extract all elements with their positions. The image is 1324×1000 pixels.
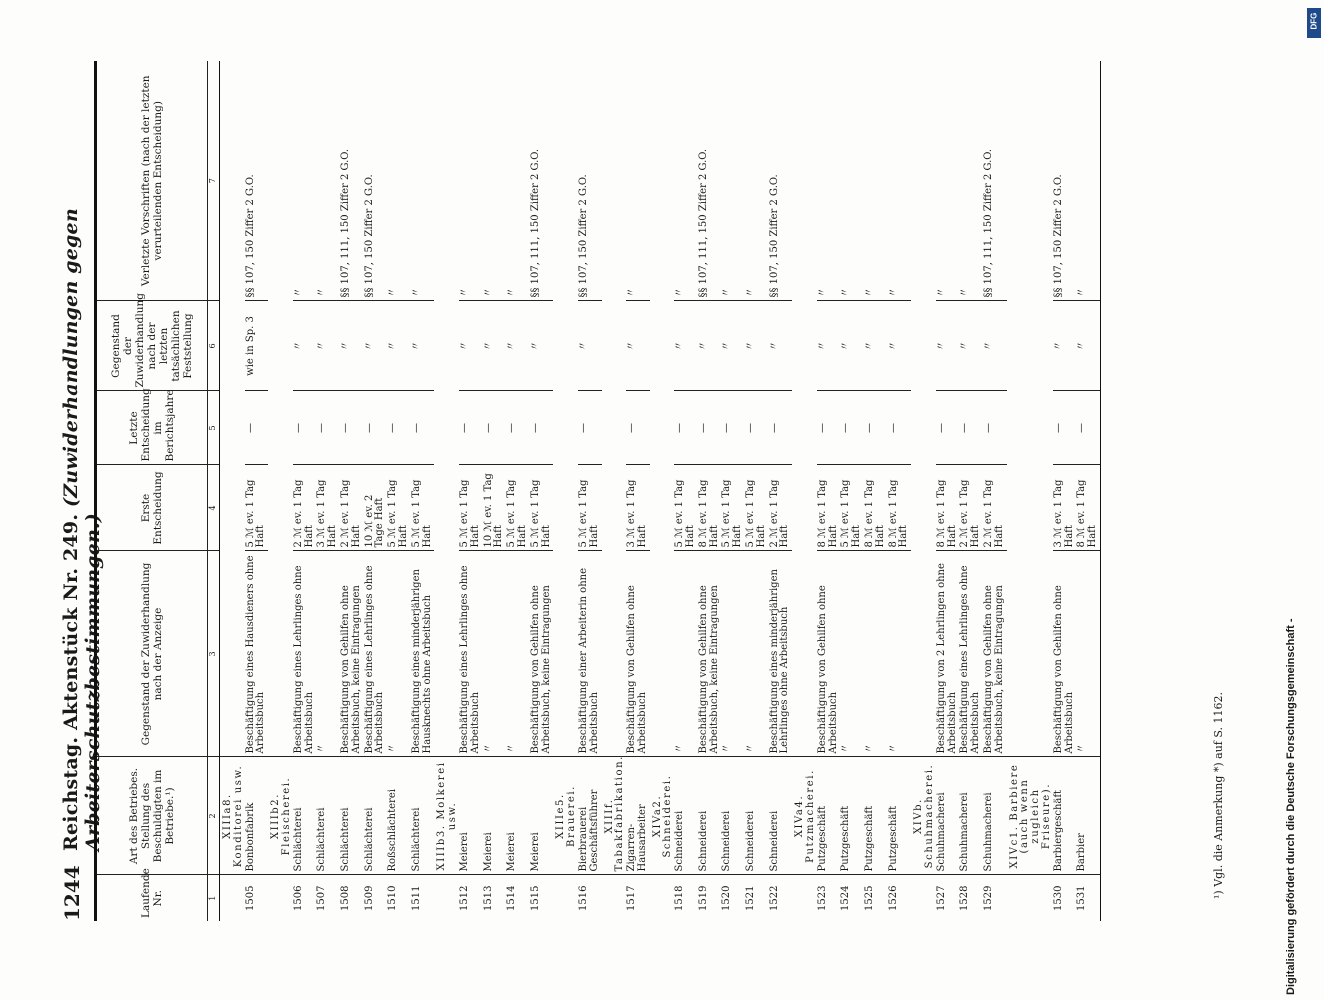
table-row xyxy=(626,61,650,921)
table-row xyxy=(959,61,983,921)
letzte-entscheidung-cell: — xyxy=(1076,391,1100,465)
section-spacer xyxy=(553,875,578,921)
letzte-entscheidung-cell: — xyxy=(626,391,650,465)
feststellung-cell: 〃 xyxy=(1053,301,1077,391)
betrieb-cell: Schuhmacherei xyxy=(983,757,1007,875)
letzte-entscheidung-cell: — xyxy=(293,391,317,465)
letzte-entscheidung-cell: — xyxy=(983,391,1007,465)
row-number: 1526 xyxy=(887,885,899,911)
feststellung-cell: 〃 xyxy=(578,301,602,391)
row-number: 1512 xyxy=(458,885,470,911)
gegenstand-cell: 〃 xyxy=(387,551,411,757)
table-row xyxy=(578,61,602,921)
table-row xyxy=(245,61,269,921)
letzte-entscheidung-cell: — xyxy=(506,391,530,465)
betrieb-cell: Schlächterei xyxy=(364,757,388,875)
betrieb-cell: Putzgeschäft xyxy=(817,757,841,875)
gegenstand-cell: Beschäftigung eines Lehrlinges ohne Arbeitsbuch xyxy=(293,551,317,757)
betrieb-cell: Putzgeschäft xyxy=(840,757,864,875)
feststellung-cell: 〃 xyxy=(888,301,912,391)
vorschriften-cell: §§ 107, 111, 150 Ziffer 2 G.O. xyxy=(340,61,364,301)
gegenstand-cell: Beschäftigung von Gehilfen ohne Arbeitsbuch xyxy=(817,551,841,757)
erste-entscheidung-cell: 2 ℳ ev. 1 Tag Haft xyxy=(983,465,1007,551)
row-number: 1522 xyxy=(768,885,780,911)
erste-entscheidung-cell: 3 ℳ ev. 1 Tag Haft xyxy=(316,465,340,551)
erste-entscheidung-cell: 8 ℳ ev. 1 Tag Haft xyxy=(936,465,960,551)
section-heading: XIIIf. Tabakfabrikation. xyxy=(602,757,627,875)
feststellung-cell: 〃 xyxy=(506,301,530,391)
vorschriften-cell: 〃 xyxy=(745,61,769,301)
gegenstand-cell: Beschäftigung von Gehilfen ohne Arbeitsbuch, keine Eintragungen xyxy=(340,551,364,757)
betrieb-cell: Schneiderei xyxy=(769,757,793,875)
section-spacer xyxy=(602,875,627,921)
vorschriften-cell: 〃 xyxy=(506,61,530,301)
feststellung-cell: 〃 xyxy=(411,301,435,391)
section-spacer xyxy=(1007,875,1053,921)
column-header-2: Art des Betriebes. Stellung des Beschuldigten im Betriebe.¹) xyxy=(97,757,208,875)
betrieb-cell: Meierei xyxy=(530,757,554,875)
table-row xyxy=(387,61,411,921)
letzte-entscheidung-cell: — xyxy=(817,391,841,465)
feststellung-cell: 〃 xyxy=(483,301,507,391)
feststellung-cell: 〃 xyxy=(364,301,388,391)
vorschriften-cell: 〃 xyxy=(459,61,483,301)
betrieb-cell: Schlächterei xyxy=(293,757,317,875)
section-heading-row xyxy=(792,61,817,921)
column-number-1: 1 xyxy=(208,875,220,921)
betrieb-cell: Zigarren-Hausarbeiter xyxy=(626,757,650,875)
table-row xyxy=(411,61,435,921)
section-heading-row xyxy=(911,61,936,921)
table-row xyxy=(483,61,507,921)
letzte-entscheidung-cell: — xyxy=(245,391,269,465)
row-number: 1527 xyxy=(935,885,947,911)
section-spacer xyxy=(434,875,459,921)
letzte-entscheidung-cell: — xyxy=(936,391,960,465)
feststellung-cell: 〃 xyxy=(936,301,960,391)
erste-entscheidung-cell: 2 ℳ ev. 1 Tag Haft xyxy=(959,465,983,551)
row-number: 1508 xyxy=(339,885,351,911)
vorschriften-cell: 〃 xyxy=(840,61,864,301)
gegenstand-cell: 〃 xyxy=(316,551,340,757)
section-heading: XIIIa8. Konditorei usw. xyxy=(220,757,245,875)
column-header-row xyxy=(97,61,208,921)
vorschriften-cell: 〃 xyxy=(293,61,317,301)
section-heading: XIIIe5. Brauerei. xyxy=(553,757,578,875)
table-row xyxy=(1053,61,1077,921)
row-number: 1519 xyxy=(697,885,709,911)
betrieb-cell: Putzgeschäft xyxy=(864,757,888,875)
column-number-2: 2 xyxy=(208,757,220,875)
column-number-7: 7 xyxy=(208,61,220,301)
section-spacer xyxy=(268,61,293,757)
betrieb-cell: Schneiderei xyxy=(674,757,698,875)
row-number: 1511 xyxy=(410,885,422,911)
page-number: 1244 xyxy=(60,865,84,921)
erste-entscheidung-cell: 5 ℳ ev. 1 Tag Haft xyxy=(840,465,864,551)
column-number-4: 4 xyxy=(208,465,220,551)
feststellung-cell: 〃 xyxy=(1076,301,1100,391)
digitization-note-text: Digitalisierung gefördert durch die Deutsche Forschungsgemeinschaft - xyxy=(1285,618,1297,995)
feststellung-cell: wie in Sp. 3 xyxy=(245,301,269,391)
letzte-entscheidung-cell: — xyxy=(840,391,864,465)
section-spacer xyxy=(911,875,936,921)
erste-entscheidung-cell: 5 ℳ ev. 1 Tag Haft xyxy=(721,465,745,551)
gegenstand-cell: Beschäftigung von Gehilfen ohne Arbeitsbuch, keine Eintragungen xyxy=(698,551,722,757)
erste-entscheidung-cell: 8 ℳ ev. 1 Tag Haft xyxy=(888,465,912,551)
section-spacer xyxy=(220,875,245,921)
betrieb-cell: Bierbrauerei Geschäftsführer xyxy=(578,757,602,875)
column-header-7: Verletzte Vorschriften (nach der letzten verurteilenden Entscheidung) xyxy=(97,61,208,301)
table-row xyxy=(769,61,793,921)
row-number: 1516 xyxy=(577,885,589,911)
letzte-entscheidung-cell: — xyxy=(769,391,793,465)
betrieb-cell: Putzgeschäft xyxy=(888,757,912,875)
row-number: 1528 xyxy=(959,885,971,911)
page-subtitle: (Zuwiderhandlungen gegen Arbeiterschutzbestimmungen.) xyxy=(60,208,104,851)
row-number: 1518 xyxy=(674,885,686,911)
feststellung-cell: 〃 xyxy=(721,301,745,391)
erste-entscheidung-cell: 5 ℳ ev. 1 Tag Haft xyxy=(411,465,435,551)
row-number: 1507 xyxy=(316,885,328,911)
erste-entscheidung-cell: 5 ℳ ev. 1 Tag Haft xyxy=(745,465,769,551)
feststellung-cell: 〃 xyxy=(387,301,411,391)
feststellung-cell: 〃 xyxy=(817,301,841,391)
row-number: 1505 xyxy=(244,885,256,911)
vorschriften-cell: 〃 xyxy=(936,61,960,301)
erste-entscheidung-cell: 5 ℳ ev. 1 Tag Haft xyxy=(506,465,530,551)
vorschriften-cell: 〃 xyxy=(674,61,698,301)
row-number: 1525 xyxy=(864,885,876,911)
section-heading: XIVa2. Schneiderei. xyxy=(650,757,675,875)
dfg-logo-text: DFG xyxy=(1309,12,1319,30)
gegenstand-cell: Beschäftigung eines minderjährigen Lehrlinges ohne Arbeitsbuch xyxy=(769,551,793,757)
gegenstand-cell: 〃 xyxy=(745,551,769,757)
vorschriften-cell: §§ 107, 111, 150 Ziffer 2 G.O. xyxy=(983,61,1007,301)
section-spacer xyxy=(650,875,675,921)
gegenstand-cell: 〃 xyxy=(721,551,745,757)
column-header-1: Laufende Nr. xyxy=(140,868,164,918)
row-number: 1520 xyxy=(721,885,733,911)
vorschriften-cell: §§ 107, 150 Ziffer 2 G.O. xyxy=(364,61,388,301)
table-row xyxy=(888,61,912,921)
table-row xyxy=(698,61,722,921)
section-heading-row xyxy=(1007,61,1053,921)
letzte-entscheidung-cell: — xyxy=(387,391,411,465)
letzte-entscheidung-cell: — xyxy=(959,391,983,465)
feststellung-cell: 〃 xyxy=(316,301,340,391)
letzte-entscheidung-cell: — xyxy=(674,391,698,465)
betrieb-cell: Barbiergeschäft xyxy=(1053,757,1077,875)
feststellung-cell: 〃 xyxy=(626,301,650,391)
column-header-6: Gegenstand der Zuwiderhandlung nach der letzten tatsächlichen Feststellung xyxy=(97,301,208,391)
section-spacer xyxy=(1007,61,1053,757)
table-row xyxy=(864,61,888,921)
row-number: 1515 xyxy=(529,885,541,911)
letzte-entscheidung-cell: — xyxy=(1053,391,1077,465)
row-number: 1529 xyxy=(983,885,994,911)
feststellung-cell: 〃 xyxy=(459,301,483,391)
row-number: 1509 xyxy=(363,885,375,911)
table-row xyxy=(674,61,698,921)
section-spacer xyxy=(650,61,675,757)
table-row xyxy=(936,61,960,921)
feststellung-cell: 〃 xyxy=(983,301,1007,391)
letzte-entscheidung-cell: — xyxy=(888,391,912,465)
column-header-5: Letzte Entscheidung im Berichtsjahre xyxy=(97,391,208,465)
table-row xyxy=(506,61,530,921)
table-row xyxy=(530,61,554,921)
section-heading-row xyxy=(602,61,627,921)
gegenstand-cell: 〃 xyxy=(674,551,698,757)
table-row xyxy=(316,61,340,921)
gegenstand-cell: Beschäftigung eines Hausdieners ohne Arbeitsbuch xyxy=(245,551,269,757)
letzte-entscheidung-cell: — xyxy=(530,391,554,465)
section-heading-row xyxy=(268,61,293,921)
gegenstand-cell: Beschäftigung einer Arbeiterin ohne Arbeitsbuch xyxy=(578,551,602,757)
erste-entscheidung-cell: 8 ℳ ev. 1 Tag Haft xyxy=(817,465,841,551)
row-number: 1521 xyxy=(745,885,757,911)
betrieb-cell: Meierei xyxy=(459,757,483,875)
letzte-entscheidung-cell: — xyxy=(864,391,888,465)
gegenstand-cell: Beschäftigung von Gehilfen ohne Arbeitsbuch xyxy=(626,551,650,757)
table-row xyxy=(1076,61,1100,921)
gegenstand-cell: Beschäftigung von Gehilfen ohne Arbeitsbuch, keine Eintragungen xyxy=(530,551,554,757)
erste-entscheidung-cell: 5 ℳ ev. 1 Tag Haft xyxy=(578,465,602,551)
row-number: 1506 xyxy=(292,885,304,911)
section-spacer xyxy=(268,875,293,921)
erste-entscheidung-cell: 2 ℳ ev. 1 Tag Haft xyxy=(293,465,317,551)
gegenstand-cell: Beschäftigung eines Lehrlinges ohne Arbeitsbuch xyxy=(959,551,983,757)
erste-entscheidung-cell: 10 ℳ ev. 2 Tage Haft xyxy=(364,465,388,551)
table-row xyxy=(459,61,483,921)
vorschriften-cell: 〃 xyxy=(817,61,841,301)
section-heading: XIIIb2. Fleischerei. xyxy=(268,757,293,875)
betrieb-cell: Schlächterei xyxy=(411,757,435,875)
vorschriften-cell: 〃 xyxy=(483,61,507,301)
vorschriften-cell: §§ 107, 150 Ziffer 2 G.O. xyxy=(245,61,269,301)
feststellung-cell: 〃 xyxy=(530,301,554,391)
erste-entscheidung-cell: 8 ℳ ev. 1 Tag Haft xyxy=(864,465,888,551)
section-heading-row xyxy=(434,61,459,921)
vorschriften-cell: §§ 107, 150 Ziffer 2 G.O. xyxy=(578,61,602,301)
table-body xyxy=(220,61,1100,921)
dfg-logo xyxy=(1307,8,1321,38)
betrieb-cell: Schneiderei xyxy=(745,757,769,875)
letzte-entscheidung-cell: — xyxy=(316,391,340,465)
letzte-entscheidung-cell: — xyxy=(578,391,602,465)
betrieb-cell: Schuhmacherei xyxy=(936,757,960,875)
section-heading: XIVa4. Putzmacherei. xyxy=(792,757,817,875)
section-spacer xyxy=(911,61,936,757)
gegenstand-cell: 〃 xyxy=(1076,551,1100,757)
column-header-3: Gegenstand der Zuwiderhandlung nach der Anzeige xyxy=(97,551,208,757)
section-heading-row xyxy=(553,61,578,921)
letzte-entscheidung-cell: — xyxy=(340,391,364,465)
page-title-main: Reichstag. Aktenstück Nr. 249. xyxy=(60,513,82,851)
erste-entscheidung-cell: 5 ℳ ev. 1 Tag Haft xyxy=(459,465,483,551)
vorschriften-cell: §§ 107, 111, 150 Ziffer 2 G.O. xyxy=(530,61,554,301)
section-spacer xyxy=(220,61,245,757)
feststellung-cell: 〃 xyxy=(698,301,722,391)
erste-entscheidung-cell: 3 ℳ ev. 1 Tag Haft xyxy=(626,465,650,551)
feststellung-cell: 〃 xyxy=(959,301,983,391)
violations-table-grid xyxy=(97,61,1100,921)
table-row xyxy=(340,61,364,921)
gegenstand-cell: 〃 xyxy=(840,551,864,757)
erste-entscheidung-cell: 5 ℳ ev. 1 Tag Haft xyxy=(245,465,269,551)
table-row xyxy=(840,61,864,921)
table-row xyxy=(817,61,841,921)
feststellung-cell: 〃 xyxy=(864,301,888,391)
vorschriften-cell: 〃 xyxy=(1076,61,1100,301)
row-number: 1524 xyxy=(840,885,852,911)
feststellung-cell: 〃 xyxy=(293,301,317,391)
vorschriften-cell: §§ 107, 111, 150 Ziffer 2 G.O. xyxy=(698,61,722,301)
table-row xyxy=(745,61,769,921)
column-number-row xyxy=(208,61,220,921)
erste-entscheidung-cell: 10 ℳ ev. 1 Tag Haft xyxy=(483,465,507,551)
letzte-entscheidung-cell: — xyxy=(483,391,507,465)
letzte-entscheidung-cell: — xyxy=(364,391,388,465)
feststellung-cell: 〃 xyxy=(340,301,364,391)
violations-table xyxy=(94,61,1101,921)
gegenstand-cell: 〃 xyxy=(888,551,912,757)
vorschriften-cell: §§ 107, 150 Ziffer 2 G.O. xyxy=(1053,61,1077,301)
gegenstand-cell: Beschäftigung eines Lehrlinges ohne Arbeitsbuch xyxy=(364,551,388,757)
gegenstand-cell: Beschäftigung von 2 Lehrlingen ohne Arbeitsbuch xyxy=(936,551,960,757)
row-number: 1530 xyxy=(1052,885,1064,911)
row-number: 1531 xyxy=(1076,885,1088,911)
digitization-note xyxy=(1285,395,1309,995)
betrieb-cell: Schlächterei xyxy=(316,757,340,875)
erste-entscheidung-cell: 3 ℳ ev. 1 Tag Haft xyxy=(1053,465,1077,551)
row-number: 1514 xyxy=(506,885,518,911)
section-spacer xyxy=(792,875,817,921)
vorschriften-cell: 〃 xyxy=(721,61,745,301)
vorschriften-cell: 〃 xyxy=(626,61,650,301)
betrieb-cell: Meierei xyxy=(483,757,507,875)
letzte-entscheidung-cell: — xyxy=(459,391,483,465)
betrieb-cell: Bonbonfabrik xyxy=(245,757,269,875)
feststellung-cell: 〃 xyxy=(840,301,864,391)
section-heading-row xyxy=(650,61,675,921)
section-spacer xyxy=(553,61,578,757)
rotated-document-page xyxy=(52,55,1302,935)
table-row xyxy=(364,61,388,921)
feststellung-cell: 〃 xyxy=(674,301,698,391)
table-row xyxy=(983,61,1007,921)
footnote: ¹) Vgl. die Anmerkung *) auf S. 1162. xyxy=(1212,692,1225,899)
betrieb-cell: Meierei xyxy=(506,757,530,875)
section-spacer xyxy=(434,61,459,757)
betrieb-cell: Schneiderei xyxy=(698,757,722,875)
betrieb-cell: Schlächterei xyxy=(340,757,364,875)
table-row xyxy=(721,61,745,921)
section-heading-row xyxy=(220,61,245,921)
erste-entscheidung-cell: 8 ℳ ev. 1 Tag Haft xyxy=(698,465,722,551)
betrieb-cell: Roßschlächterei xyxy=(387,757,411,875)
gegenstand-cell: 〃 xyxy=(864,551,888,757)
section-spacer xyxy=(602,61,627,757)
vorschriften-cell: 〃 xyxy=(864,61,888,301)
letzte-entscheidung-cell: — xyxy=(411,391,435,465)
letzte-entscheidung-cell: — xyxy=(745,391,769,465)
column-number-6: 6 xyxy=(208,301,220,391)
letzte-entscheidung-cell: — xyxy=(698,391,722,465)
erste-entscheidung-cell: 2 ℳ ev. 1 Tag Haft xyxy=(769,465,793,551)
betrieb-cell: Schuhmacherei xyxy=(959,757,983,875)
vorschriften-cell: 〃 xyxy=(316,61,340,301)
betrieb-cell: Schneiderei xyxy=(721,757,745,875)
erste-entscheidung-cell: 8 ℳ ev. 1 Tag Haft xyxy=(1076,465,1100,551)
vorschriften-cell: §§ 107, 150 Ziffer 2 G.O. xyxy=(769,61,793,301)
erste-entscheidung-cell: 5 ℳ ev. 1 Tag Haft xyxy=(674,465,698,551)
feststellung-cell: 〃 xyxy=(769,301,793,391)
section-heading: XIIIb3. Molkerei usw. xyxy=(434,757,459,875)
erste-entscheidung-cell: 5 ℳ ev. 1 Tag Haft xyxy=(530,465,554,551)
section-heading: XIVb. Schuhmacherei. xyxy=(911,757,936,875)
feststellung-cell: 〃 xyxy=(745,301,769,391)
gegenstand-cell: Beschäftigung von Gehilfen ohne Arbeitsbuch xyxy=(1053,551,1077,757)
row-number: 1510 xyxy=(387,885,399,911)
table-row xyxy=(293,61,317,921)
erste-entscheidung-cell: 2 ℳ ev. 1 Tag Haft xyxy=(340,465,364,551)
vorschriften-cell: 〃 xyxy=(387,61,411,301)
column-header-4: Erste Entscheidung xyxy=(97,465,208,551)
page-header xyxy=(58,61,104,921)
gegenstand-cell: Beschäftigung eines minderjährigen Hausknechts ohne Arbeitsbuch xyxy=(411,551,435,757)
row-number: 1517 xyxy=(626,885,638,911)
erste-entscheidung-cell: 5 ℳ ev. 1 Tag Haft xyxy=(387,465,411,551)
letzte-entscheidung-cell: — xyxy=(721,391,745,465)
section-heading: XIVc1. Barbiere (auch wenn zugleich Friseure). xyxy=(1007,757,1053,875)
row-number: 1523 xyxy=(816,885,828,911)
vorschriften-cell: 〃 xyxy=(959,61,983,301)
row-number: 1513 xyxy=(482,885,494,911)
gegenstand-cell: 〃 xyxy=(506,551,530,757)
gegenstand-cell: Beschäftigung eines Lehrlinges ohne Arbeitsbuch xyxy=(459,551,483,757)
gegenstand-cell: Beschäftigung von Gehilfen ohne Arbeitsbuch, keine Eintragungen xyxy=(983,551,1007,757)
section-spacer xyxy=(792,61,817,757)
vorschriften-cell: 〃 xyxy=(888,61,912,301)
column-number-5: 5 xyxy=(208,391,220,465)
gegenstand-cell: 〃 xyxy=(483,551,507,757)
vorschriften-cell: 〃 xyxy=(411,61,435,301)
column-number-3: 3 xyxy=(208,551,220,757)
betrieb-cell: Barbier xyxy=(1076,757,1100,875)
